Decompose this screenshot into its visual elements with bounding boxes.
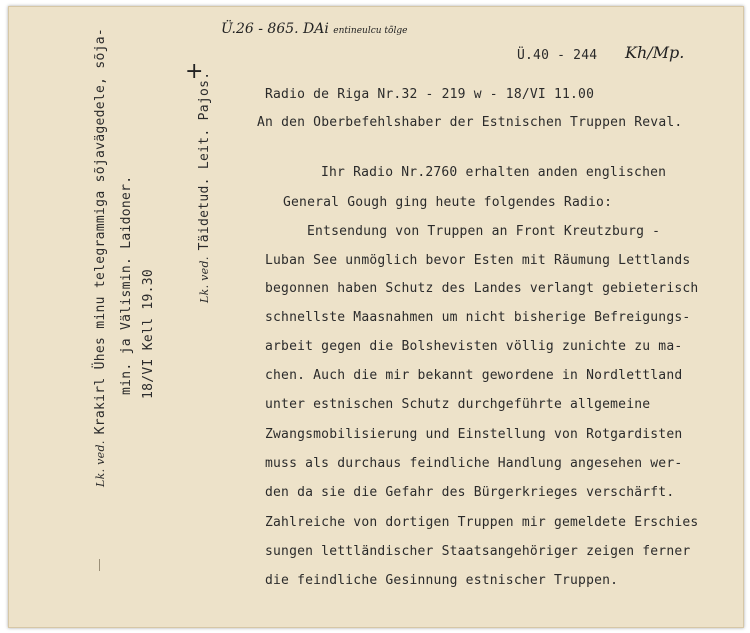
margin-note-line2 [119,176,134,395]
body-line: begonnen haben Schutz des Landes verlangt gebieterisch [265,281,699,296]
body-line: chen. Auch die mir bekannt gewordene in Nordlettland [265,368,683,383]
header-line: Radio de Riga Nr.32 - 219 w - 18/VI 11.00 [265,87,595,102]
body-line: Luban See unmöglich bevor Esten mit Räumung Lettlands [265,253,691,268]
typed-reference-number: Ü.40 - 244 [517,48,598,63]
margin-hand-note: Lk. ved. [94,440,107,487]
handwritten-reference: Ü.26 - 865. DAi [221,21,329,37]
body-line: Entsendung von Truppen an Front Kreutzburg - [307,224,661,239]
margin-note-text: Täidetud. Leit. Pajos. [197,71,212,251]
margin-note-line1 [93,28,108,487]
body-line: muss als durchaus feindliche Handlung angesehen wer- [265,456,683,471]
body-line: schnellste Maasnahmen um nicht bisherige Befreigungs- [265,310,691,325]
margin-hand-note: Lk. ved. [198,256,211,303]
margin-note-text: 18/VI Kell 19.30 [141,268,156,399]
body-line: Zahlreiche von dortigen Truppen mir gemeldete Erschies [265,515,699,530]
handwritten-ref-mark: Kh/Mp. [625,43,685,62]
handwritten-top-note [221,21,407,37]
body-line: Ihr Radio Nr.2760 erhalten anden englischen [321,165,667,180]
body-line: Zwangsmobilisierung und Einstellung von Rotgardisten [265,427,683,442]
paper-mark [99,559,100,571]
address-line: An den Oberbefehlshaber der Estnischen Truppen Reval. [257,115,683,130]
body-line: arbeit gegen die Bolshevisten völlig zunichte zu ma- [265,339,683,354]
handwritten-annotation: entineulcu tõlge [333,26,408,36]
margin-note-text: Krakirl Ühes minu telegrammiga sõjavägedele, sõja- [93,28,108,435]
margin-cross-mark: + [185,59,204,84]
margin-note-text: min. ja Välismin. Laidoner. [119,175,134,395]
body-line: den da sie die Gefahr des Bürgerkrieges verschärft. [265,485,675,500]
body-line: die feindliche Gesinnung estnischer Truppen. [265,573,619,588]
body-line: unter estnischen Schutz durchgeführte allgemeine [265,397,651,412]
body-line: General Gough ging heute folgendes Radio: [283,195,613,210]
document-page [8,6,744,628]
body-line: sungen lettländischer Staatsangehöriger zeigen ferner [265,544,691,559]
margin-note-line3 [141,269,156,399]
margin-note-line4 [197,72,212,303]
